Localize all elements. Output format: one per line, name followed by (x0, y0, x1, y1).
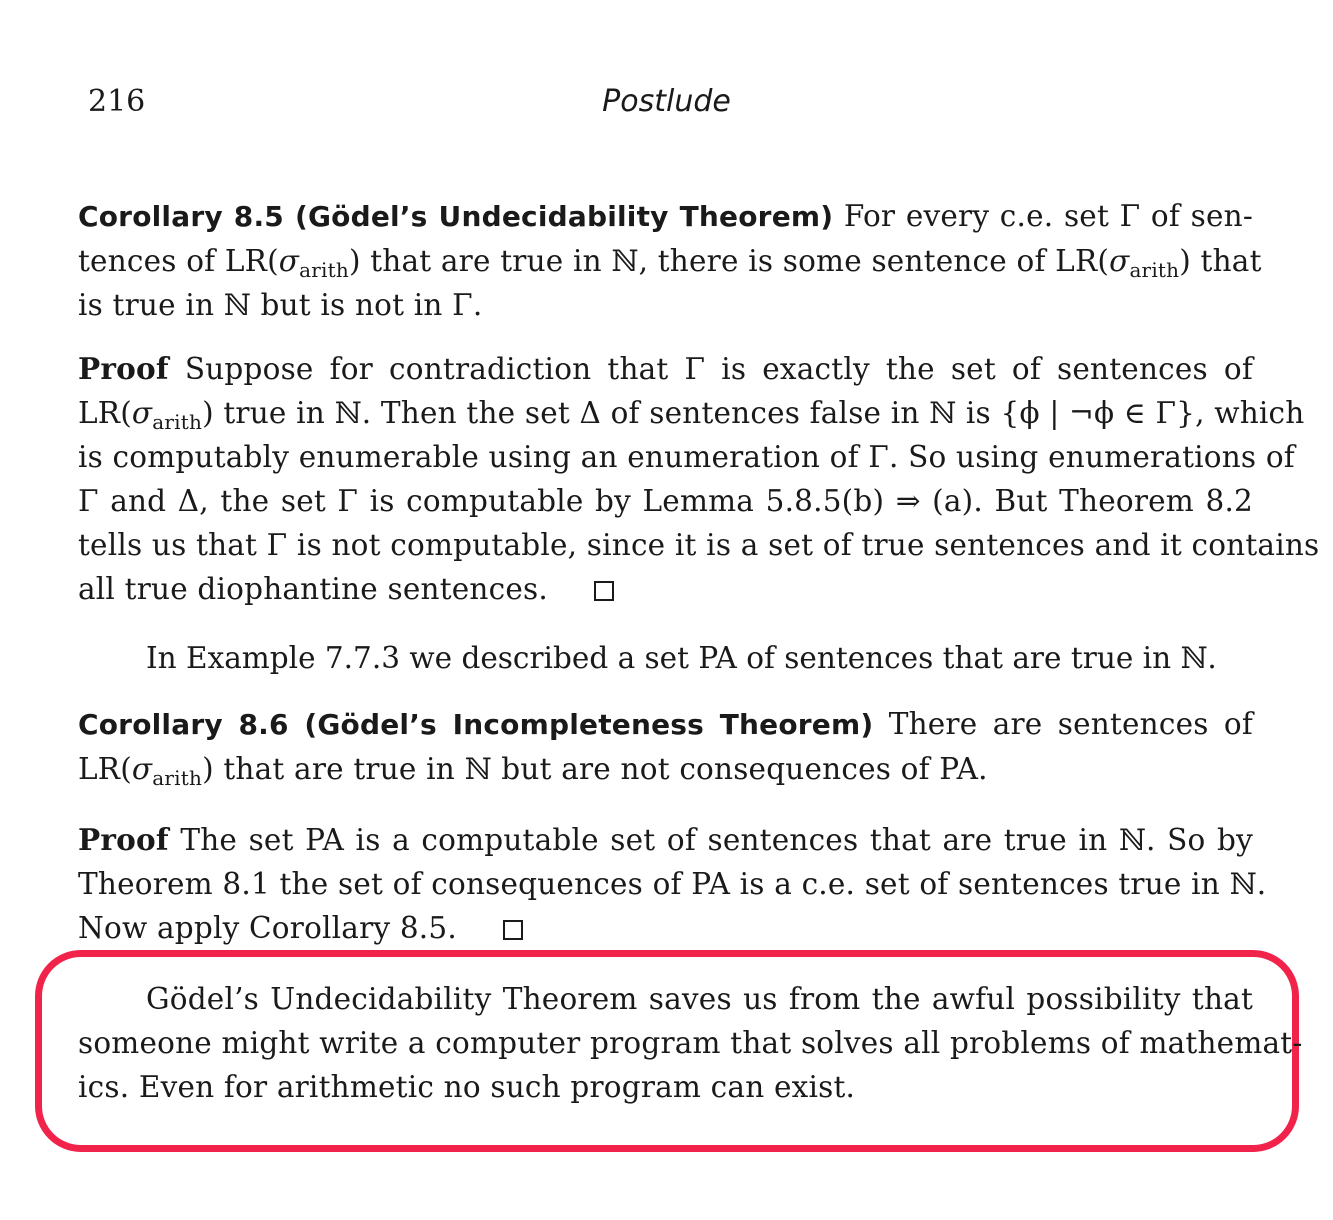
example-paragraph: In Example 7.7.3 we described a set PA of sentences that are true in ℕ. (146, 641, 1217, 675)
qed-box-icon (594, 581, 614, 601)
running-head: Postlude (602, 84, 731, 119)
proof-label: Proof (78, 351, 169, 386)
proof-corollary-8-5: Proof Suppose for contradiction that Γ is exactly the set of sentences of $LR(\sigma_{arith})$ true in ℕ. Then the set Δ of sentences false in ℕ is {ϕ | ¬ϕ ∈ Γ}, which is computably enumerable using an enumeration of Γ. So using enumerations of Γ and Δ, the set Γ is computable by Lemma 5.8.5(b) ⇒ (a). But Theorem 8.2 tells us that Γ is not computable, since it is a set of true sentences and it contains all true diophantine sentences. (78, 351, 1320, 606)
page-number: 216 (88, 84, 146, 119)
corollary-8-5: Corollary 8.5 (Gödel’s Undecidability Theorem) For every c.e. set Γ of sen- tences of $LR(\sigma_{arith})$ that are true in ℕ, there is some sentence of $LR(\sigma_{arith})$ that is true in ℕ but is not in Γ. (78, 199, 1262, 322)
highlighted-paragraph: Gödel’s Undecidability Theorem saves us from the awful possibility that someone might write a computer program that solves all problems of mathemat- ics. Even for arithmetic no such program can exist. (78, 982, 1303, 1104)
corollary-8-6: Corollary 8.6 (Gödel’s Incompleteness Theorem) There are sentences of $LR(\sigma_{arith})$ that are true in ℕ but are not consequences of PA. (78, 707, 1253, 790)
page-header (0, 82, 1333, 122)
corollary-heading: Corollary 8.5 (Gödel’s Undecidability Theorem) (78, 200, 834, 233)
qed-box-icon (503, 920, 523, 940)
proof-corollary-8-6: Proof The set PA is a computable set of sentences that are true in ℕ. So by Theorem 8.1 the set of consequences of PA is a c.e. set of sentences true in ℕ. Now apply Corollary 8.5. (78, 822, 1267, 945)
corollary-heading: Corollary 8.6 (Gödel’s Incompleteness Theorem) (78, 708, 874, 741)
proof-label: Proof (78, 822, 169, 857)
